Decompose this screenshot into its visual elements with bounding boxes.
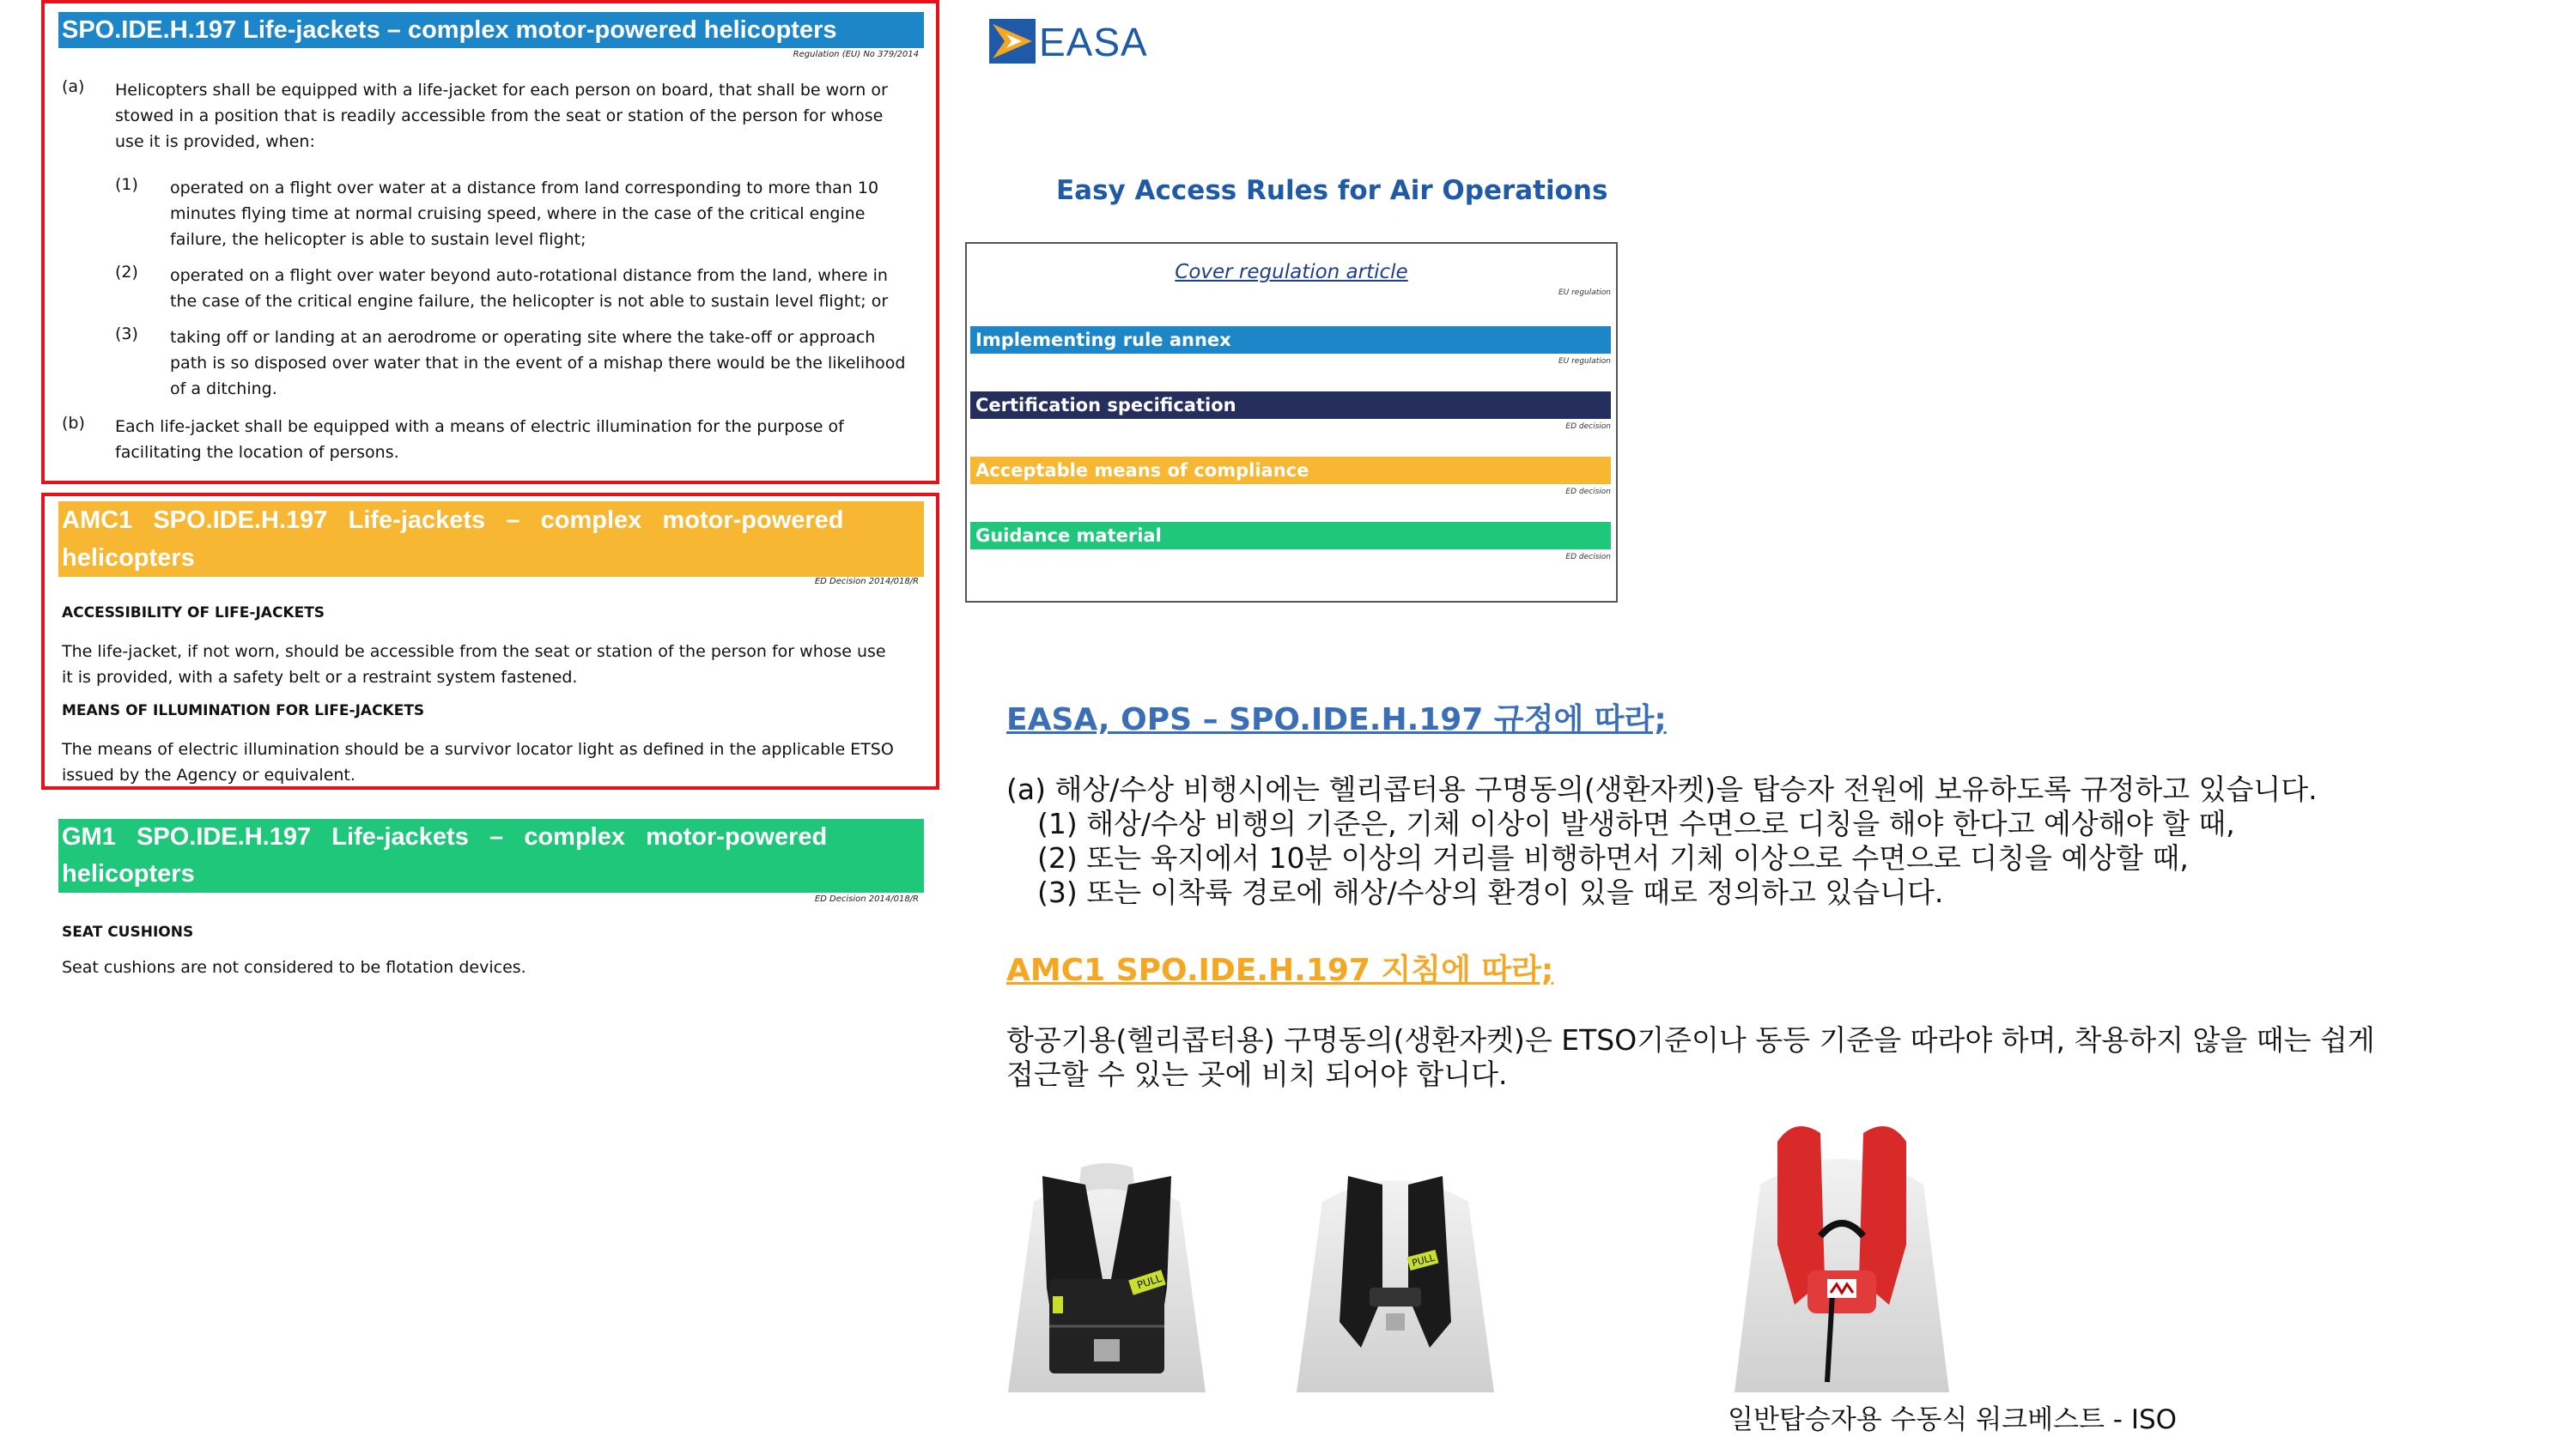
vest2-pull-tag: PULL [1410, 1252, 1437, 1270]
legend-gm-note: ED decision [1565, 553, 1611, 561]
korean-heading-amc: AMC1 SPO.IDE.H.197 지침에 따라; [1006, 953, 1554, 988]
regulation-ref: Regulation (EU) No 379/2014 [793, 50, 919, 59]
amc-subhead-accessibility: ACCESSIBILITY OF LIFE-JACKETS [62, 604, 325, 621]
reg-3-line2: path is so disposed over water that in the event of a mishap there would be the likelihood [170, 354, 906, 373]
vest-image-3 [1726, 1107, 1958, 1392]
reg-1-line1: operated on a flight over water at a distance from land corresponding to more than 10 [170, 179, 879, 197]
amc-p2-line1: The means of electric illumination should be a survivor locator light as defined in the applicable ETSO [62, 740, 894, 759]
vest-image-1 [999, 1150, 1214, 1392]
reg-1-line3: failure, the helicopter is able to sustain level flight; [170, 230, 586, 249]
gm-title-line2: helicopters [62, 860, 195, 888]
vest-caption: 일반탑승자용 수동식 워크베스트 - ISO [1728, 1404, 2178, 1435]
reg-a-line2: stowed in a position that is readily accessible from the seat or station of the person for whose [115, 106, 884, 125]
amc-para-accessibility [62, 639, 922, 690]
korean-rule-a: (a) 해상/수상 비행시에는 헬리콥터용 구명동의(생환자켓)을 탑승자 전원에 보유하도록 규정하고 있습니다. [1006, 773, 2318, 806]
reg-label-b: (b) [62, 414, 85, 433]
gm-title [58, 819, 924, 893]
reg-label-3: (3) [115, 324, 138, 343]
red-lifejacket-icon [1726, 1107, 1958, 1392]
amc-ref: ED Decision 2014/018/R [814, 577, 919, 586]
korean-rule-1: (1) 해상/수상 비행의 기준은, 기체 이상이 발생하면 수면으로 디칭을 해야 한다고 예상해야 할 때, [1037, 807, 2235, 840]
reg-2-line2: the case of the critical engine failure, the helicopter is not able to sustain level flight; or [170, 292, 889, 311]
easa-logo-text: EASA [1039, 20, 1148, 64]
korean-rule-3: (3) 또는 이착륙 경로에 해상/수상의 환경이 있을 때로 정의하고 있습니다. [1037, 876, 1944, 909]
amc-p2-line2: issued by the Agency or equivalent. [62, 766, 355, 785]
reg-item-1 [170, 175, 922, 252]
reg-label-a: (a) [62, 77, 85, 96]
legend-amc-note: ED decision [1565, 488, 1611, 496]
reg-1-line2: minutes flying time at normal cruising speed, where in the case of the critical engine [170, 204, 866, 223]
easa-logo-icon [989, 19, 1036, 64]
legend-cover-note: EU regulation [1558, 288, 1611, 297]
gm-ref: ED Decision 2014/018/R [814, 894, 919, 904]
black-lifejacket-collar-icon [1288, 1150, 1503, 1392]
amc-title [58, 501, 924, 577]
reg-b-line1: Each life-jacket shall be equipped with a means of electric illumination for the purpose of [115, 417, 844, 436]
reg-item-3 [170, 324, 922, 402]
korean-heading-easa: EASA, OPS – SPO.IDE.H.197 규정에 따라; [1006, 702, 1667, 737]
vest1-pull-tag: PULL [1135, 1271, 1163, 1292]
easa-logo [989, 17, 1148, 65]
reg-label-2: (2) [115, 263, 138, 282]
gm-para-seat-cushions: Seat cushions are not considered to be flotation devices. [62, 958, 526, 977]
reg-para-b [115, 414, 922, 465]
reg-3-line1: taking off or landing at an aerodrome or operating site where the take-off or approach [170, 328, 876, 347]
legend-implementing-note: EU regulation [1558, 357, 1611, 366]
legend-cover: Cover regulation article [1175, 261, 1408, 283]
regulation-title: SPO.IDE.H.197 Life-jackets – complex motor-powered helicopters [58, 12, 924, 48]
reg-label-1: (1) [115, 175, 138, 194]
amc-title-line2: helicopters [62, 544, 195, 572]
amc-para-illumination [62, 737, 922, 788]
korean-amc-line1: 항공기용(헬리콥터용) 구명동의(생환자켓)은 ETSO기준이나 동등 기준을 따라야 하며, 착용하지 않을 때는 쉽게 [1006, 1023, 2375, 1057]
legend-cs: Certification specification [970, 391, 1611, 419]
vest-image-2 [1288, 1150, 1503, 1392]
amc-p1-line1: The life-jacket, if not worn, should be accessible from the seat or station of the person for whose use [62, 642, 886, 661]
reg-3-line3: of a ditching. [170, 379, 277, 398]
korean-rule-2: (2) 또는 육지에서 10분 이상의 거리를 비행하면서 기체 이상으로 수면으로 디칭을 예상할 때, [1037, 841, 2189, 875]
reg-item-2 [170, 263, 922, 314]
gm-title-line1: GM1 SPO.IDE.H.197 Life-jackets – complex motor-powered [62, 823, 828, 851]
reg-a-line3: use it is provided, when: [115, 132, 315, 151]
amc-title-line1: AMC1 SPO.IDE.H.197 Life-jackets – complex motor-powered [62, 506, 844, 534]
reg-para-a [115, 77, 922, 155]
legend-amc: Acceptable means of compliance [970, 457, 1611, 484]
korean-amc-line2: 접근할 수 있는 곳에 비치 되어야 합니다. [1006, 1058, 1508, 1091]
amc-p1-line2: it is provided, with a safety belt or a restraint system fastened. [62, 668, 578, 687]
black-lifejacket-vest-icon [999, 1150, 1214, 1392]
easa-legend-card [965, 242, 1618, 603]
reg-a-line1: Helicopters shall be equipped with a life-jacket for each person on board, that shall be worn or [115, 81, 888, 100]
easa-subtitle: Easy Access Rules for Air Operations [1056, 175, 1608, 206]
legend-implementing: Implementing rule annex [970, 326, 1611, 354]
amc-subhead-illumination: MEANS OF ILLUMINATION FOR LIFE-JACKETS [62, 702, 425, 719]
legend-cs-note: ED decision [1565, 422, 1611, 431]
gm-subhead-seat-cushions: SEAT CUSHIONS [62, 924, 194, 941]
reg-2-line1: operated on a flight over water beyond auto-rotational distance from the land, where in [170, 266, 888, 285]
reg-b-line2: facilitating the location of persons. [115, 443, 399, 462]
legend-gm: Guidance material [970, 522, 1611, 549]
